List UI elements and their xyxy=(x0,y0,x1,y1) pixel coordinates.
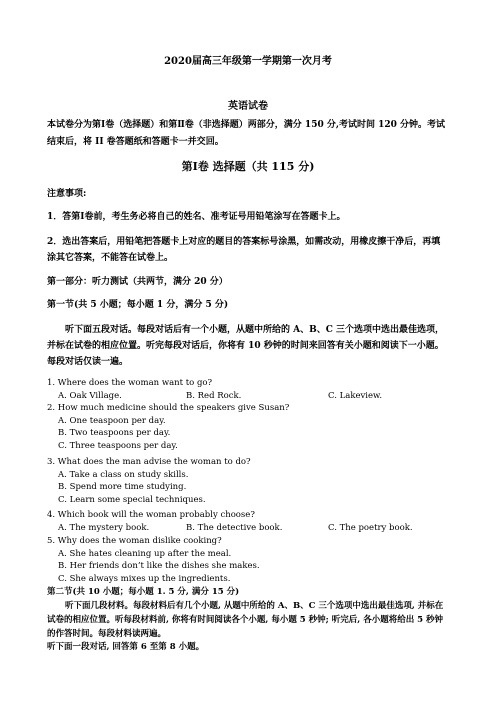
section2-directions: 听下面几段材料。每段材料后有几个小题, 从题中所给的 A、B、C 三个选项中选出最佳选项, 并标在试卷的相应位置。听每段材料前, 你将有时间阅读各个小题, 每小题 5 秒钟; 听完后, 各小题将给出 5 秒钟的作答时间。每段材料读两遍。 xyxy=(47,601,444,639)
option-a: A. The mystery book. xyxy=(58,522,150,533)
question-3 xyxy=(47,456,449,506)
option-a: A. One teaspoon per day. xyxy=(58,415,166,426)
option-c: C. Learn some special techniques. xyxy=(58,494,206,505)
option-b: B. Red Rock. xyxy=(186,390,242,401)
subject-title: 英语试卷 xyxy=(228,101,268,112)
notice-label: 注意事项: xyxy=(47,189,87,199)
section1-title: 第一节(共 5 小题；每小题 1 分，满分 5 分) xyxy=(47,300,229,310)
part1-title: 第一部分：听力测试（共两节，满分 20 分） xyxy=(47,277,228,287)
option-c: C. Lakeview. xyxy=(328,390,383,401)
option-a: A. Oak Village. xyxy=(58,390,122,401)
volume-title: 第Ⅰ卷 选择题（共 115 分) xyxy=(181,160,315,173)
notice-item-1: 1．答第Ⅰ卷前，考生务必将自己的姓名、准考证号用铅笔涂写在答题卡上。 xyxy=(47,212,346,222)
question-options xyxy=(47,522,449,535)
notice-item-2: 2．选出答案后，用铅笔把答题卡上对应的题目的答案标号涂黑，如需改动，用橡皮擦干净后，再填涂其它答案，不能答在试卷上。 xyxy=(47,237,441,263)
question-2 xyxy=(47,402,449,452)
option-b: B. Spend more time studying. xyxy=(58,482,187,492)
question-1 xyxy=(47,377,449,402)
question-stem: 3. What does the man advise the woman to do? xyxy=(47,457,251,467)
question-5 xyxy=(47,535,449,585)
section2-instruction: 听下面一段对话, 回答第 6 至第 8 小题。 xyxy=(47,642,205,652)
question-stem: 1. Where does the woman want to go? xyxy=(47,378,213,388)
exam-intro: 本试卷分为第Ⅰ卷（选择题）和第Ⅱ卷（非选择题）两部分，满分 150 分,考试时间 120 分钟。考试结束后，将 II 卷答题纸和答题卡一并交回。 xyxy=(47,120,446,147)
question-stem: 5. Why does the woman dislike cooking? xyxy=(47,536,222,546)
section1-directions: 听下面五段对话。每段对话后有一个小题，从题中所给的 A、B、C 三个选项中选出最佳选项，并标在试卷的相应位置。听完每段对话后，你将有 10 秒钟的时间来回答有关小题和阅读下一小题。每段对话仅读一遍。 xyxy=(47,325,445,367)
option-c: C. The poetry book. xyxy=(328,522,413,533)
option-a: A. She hates cleaning up after the meal. xyxy=(58,548,232,559)
option-c: C. She always mixes up the ingredients. xyxy=(58,573,231,584)
section2-title: 第二节(共 10 小题；每小题 1. 5 分, 满分 15 分) xyxy=(47,587,240,597)
question-4 xyxy=(47,509,449,534)
exam-title: 2020届高三年级第一学期第一次月考 xyxy=(164,56,332,67)
option-b: B. Her friends don’t like the dishes she makes. xyxy=(58,561,260,571)
option-b: B. The detective book. xyxy=(186,522,283,533)
question-options xyxy=(47,390,449,403)
question-stem: 4. Which book will the woman probably choose? xyxy=(47,510,255,520)
option-c: C. Three teaspoons per day. xyxy=(58,440,178,451)
option-a: A. Take a class on study skills. xyxy=(58,469,189,480)
question-stem: 2. How much medicine should the speakers give Susan? xyxy=(47,403,290,413)
option-b: B. Two teaspoons per day. xyxy=(58,428,171,438)
